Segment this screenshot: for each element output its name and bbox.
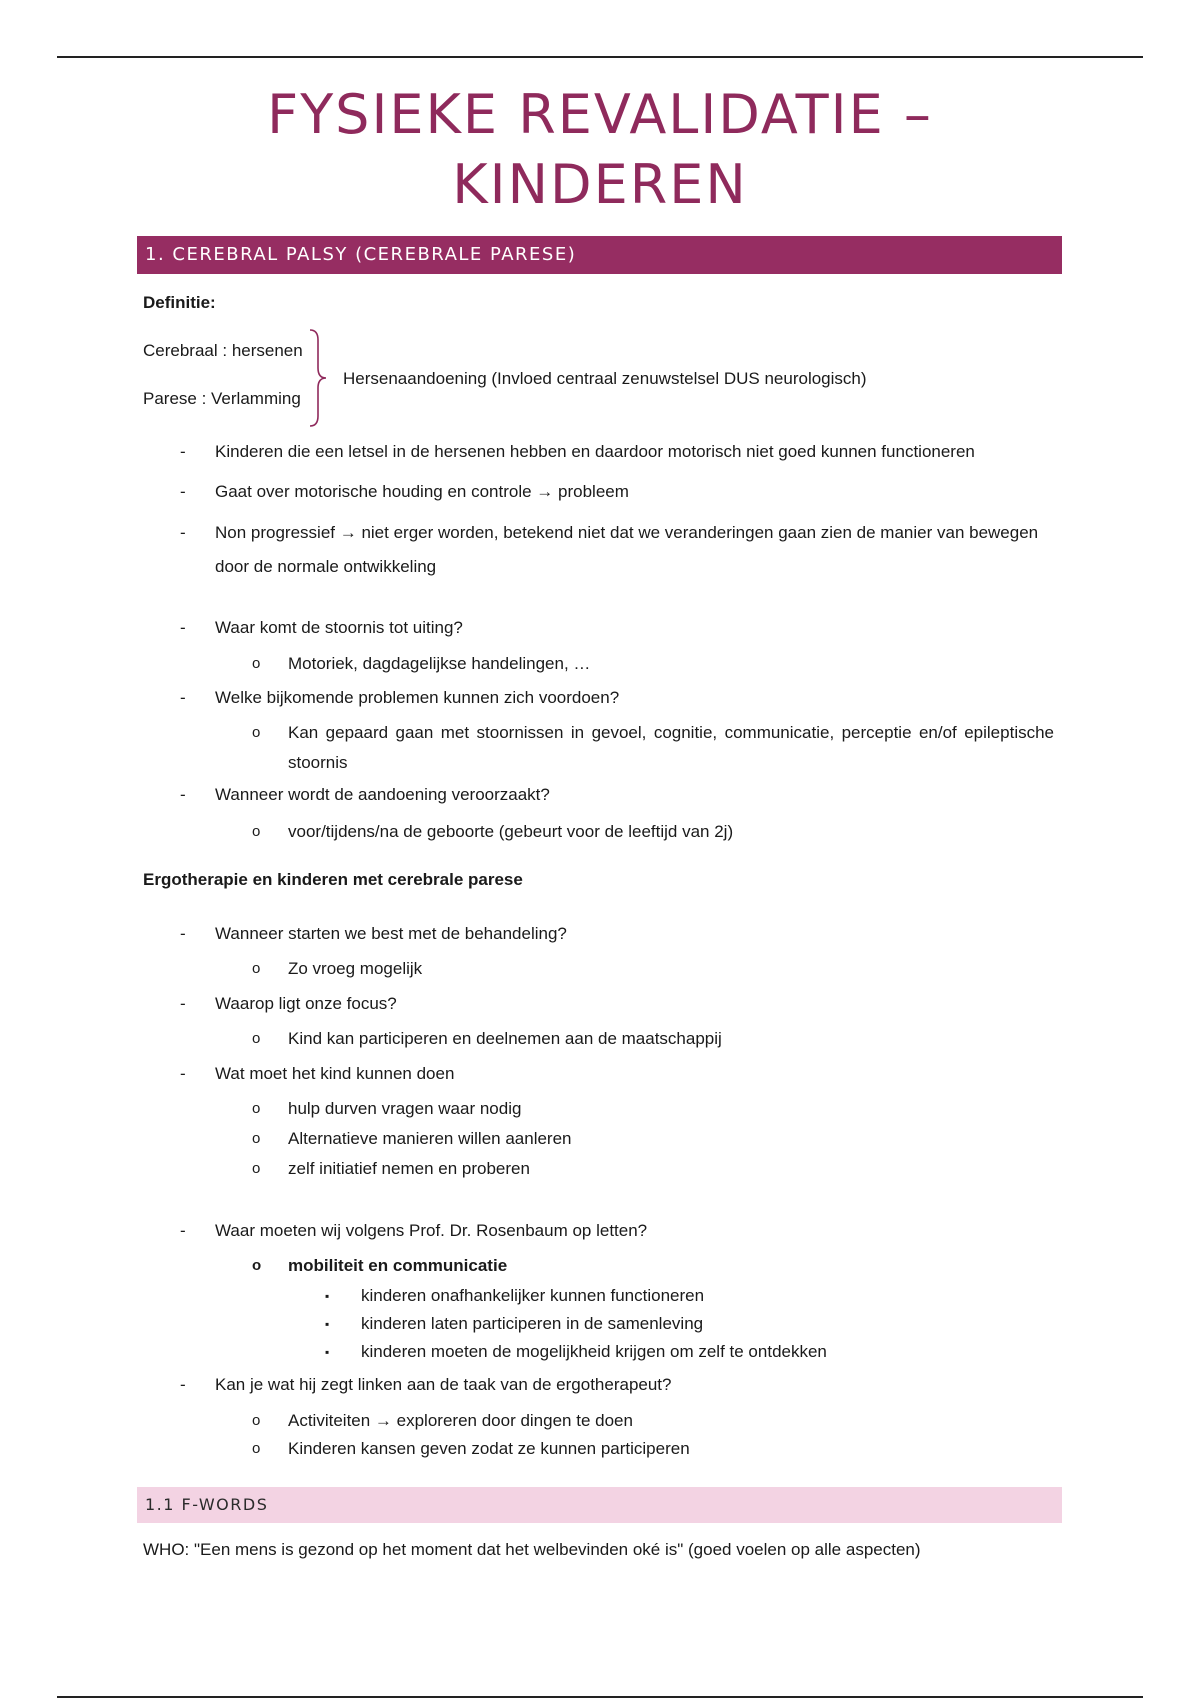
title-line-2: KINDEREN [452,153,748,216]
dash-bullet-icon: - [180,442,186,461]
square-bullet-icon: ▪ [325,1317,330,1331]
bottom-rule [57,1696,1143,1698]
dash-bullet-icon: - [180,1064,186,1083]
circle-bullet-icon: o [252,1130,261,1147]
dash-bullet-icon: - [180,994,186,1013]
page-title [140,80,1060,220]
dash-bullet-icon: - [180,618,186,637]
circle-bullet-icon: o [252,960,261,977]
dash-bullet-icon: - [180,785,186,804]
circle-bullet-icon: o [252,655,261,672]
dash-bullet-icon: - [180,523,186,542]
dash-bullet-icon: - [180,482,186,501]
dash-bullet-icon: - [180,924,186,943]
square-bullet-icon: ▪ [325,1345,330,1359]
circle-bullet-icon: o [252,1440,261,1457]
section-heading-cerebral-palsy: 1. CEREBRAL PALSY (CEREBRALE PARESE) [137,236,1062,274]
circle-bullet-icon: o [252,1100,261,1117]
dash-bullet-icon: - [180,1221,186,1240]
title-line-1: FYSIEKE REVALIDATIE – [267,83,933,146]
circle-bullet-icon: o [252,1030,261,1047]
curly-brace-icon [308,328,330,428]
square-bullet-icon: ▪ [325,1289,330,1303]
ergotherapie-heading: Ergotherapie en kinderen met cerebrale parese [143,870,523,889]
circle-bullet-icon: o [252,724,261,741]
who-definition: WHO: "Een mens is gezond op het moment dat het welbevinden oké is" (goed voelen op alle aspecten) [143,1540,921,1559]
definition-term-cerebraal: Cerebraal : hersenen [143,341,303,360]
dash-bullet-icon: - [180,1375,186,1394]
definition-combined: Hersenaandoening (Invloed centraal zenuwstelsel DUS neurologisch) [343,369,867,388]
circle-bullet-icon: o [252,1160,261,1177]
definition-term-parese: Parese : Verlamming [143,389,301,408]
circle-bullet-icon: o [252,1257,262,1274]
circle-bullet-icon: o [252,1412,261,1429]
top-rule [57,56,1143,58]
dash-bullet-icon: - [180,688,186,707]
definition-label: Definitie: [143,293,216,312]
circle-bullet-icon: o [252,823,261,840]
subsection-heading-f-words: 1.1 F-WORDS [137,1487,1062,1523]
